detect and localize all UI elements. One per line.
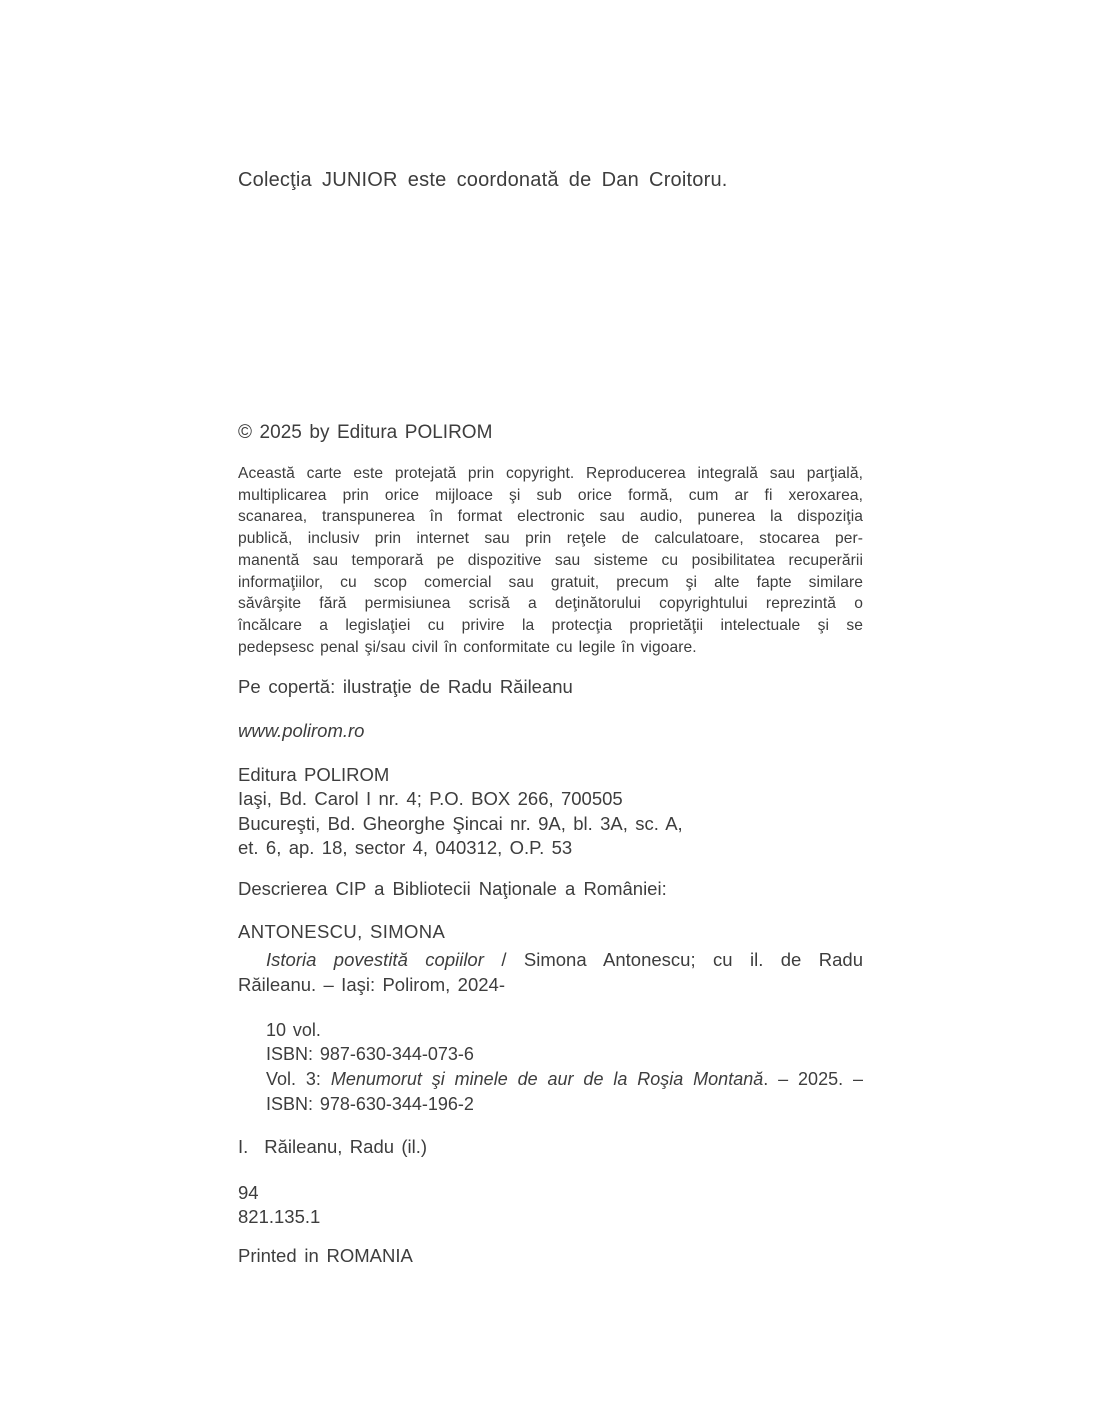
volume3-suffix: . – 2025. – [763,1069,863,1089]
volume-count: 10 vol. [266,1020,321,1040]
cip-title-line-1 [238,948,863,973]
cover-illustration-credit: Pe copertă: ilustraţie de Radu Răileanu [238,676,573,697]
cip-title-entry [238,948,863,998]
illustrator-name: Răileanu, Radu (il.) [264,1136,428,1157]
udc-code-literature: 821.135.1 [238,1205,321,1227]
cip-volume3-block [238,1067,863,1118]
legal-notice-line: săvârşite fără permisiunea scrisă a deţinătorului copyrightului reprezintă o [238,595,863,613]
isbn-series: ISBN: 987-630-344-073-6 [266,1044,474,1065]
cip-description-heading: Descrierea CIP a Bibliotecii Naţionale a României: [238,878,667,899]
legal-notice-line: publică, inclusiv prin internet sau prin reţele de calculatoare, stocarea per- [238,530,863,548]
volume3-title: Menumorut şi minele de aur de la Roşia Montană [330,1069,764,1089]
legal-notice-line: Această carte este protejată prin copyright. Reproducerea integrală sau parţială, [238,465,863,482]
legal-notice-paragraph [238,463,863,658]
publisher-address-line: Iaşi, Bd. Carol I nr. 4; P.O. BOX 266, 700505 [238,788,623,810]
publisher-address-line: et. 6, ap. 18, sector 4, 040312, O.P. 53 [238,837,573,859]
volume3-prefix: Vol. 3: [266,1069,331,1089]
printed-in-notice: Printed in ROMANIA [238,1245,413,1266]
legal-notice-line: manentă sau temporară pe dispozitive sau sisteme cu posibilitatea recuperării [238,551,863,569]
legal-notice-line: pedepsesc penal şi/sau civil în conformitate cu legile în vigoare. [238,638,697,656]
publisher-address-block [238,763,863,861]
publisher-website: www.polirom.ro [238,720,365,741]
publisher-address-line: Bucureşti, Bd. Gheorghe Şincai nr. 9A, bl. 3A, sc. A, [238,812,683,834]
illustrator-index-numeral: I. [238,1136,249,1157]
legal-notice-line: informaţiilor, cu scop comercial sau gratuit, precum şi alte fapte similare [238,573,863,591]
publisher-address-line: Editura POLIROM [238,764,390,785]
cip-title-line-2: Răileanu. – Iaşi: Polirom, 2024- [238,973,505,995]
cip-title-statement: / Simona Antonescu; cu il. de Radu [483,949,863,970]
legal-notice-line: multiplicarea prin orice mijloace şi sub orice formă, cum ar fi xeroxarea, [238,486,863,504]
udc-code-history: 94 [238,1182,259,1203]
volume3-title-line [266,1067,863,1092]
copyright-line: © 2025 by Editura POLIROM [238,422,493,443]
legal-notice-line: încălcare a legislaţiei cu privire la protecţia proprietăţii intelectuale şi se [238,616,863,634]
udc-classification-block [238,1181,863,1228]
cip-volumes-block [238,1018,863,1066]
book-series-title: Istoria povestită copiilor [266,949,484,970]
cip-author-name: ANTONESCU, SIMONA [238,921,446,942]
legal-notice-line: scanarea, transpunerea în format electronic sau audio, punerea la dispoziţia [238,508,863,526]
collection-note: Colecţia JUNIOR este coordonată de Dan Croitoru. [238,169,728,191]
illustrator-index-line [238,1136,863,1158]
isbn-volume3: ISBN: 978-630-344-196-2 [266,1094,474,1115]
